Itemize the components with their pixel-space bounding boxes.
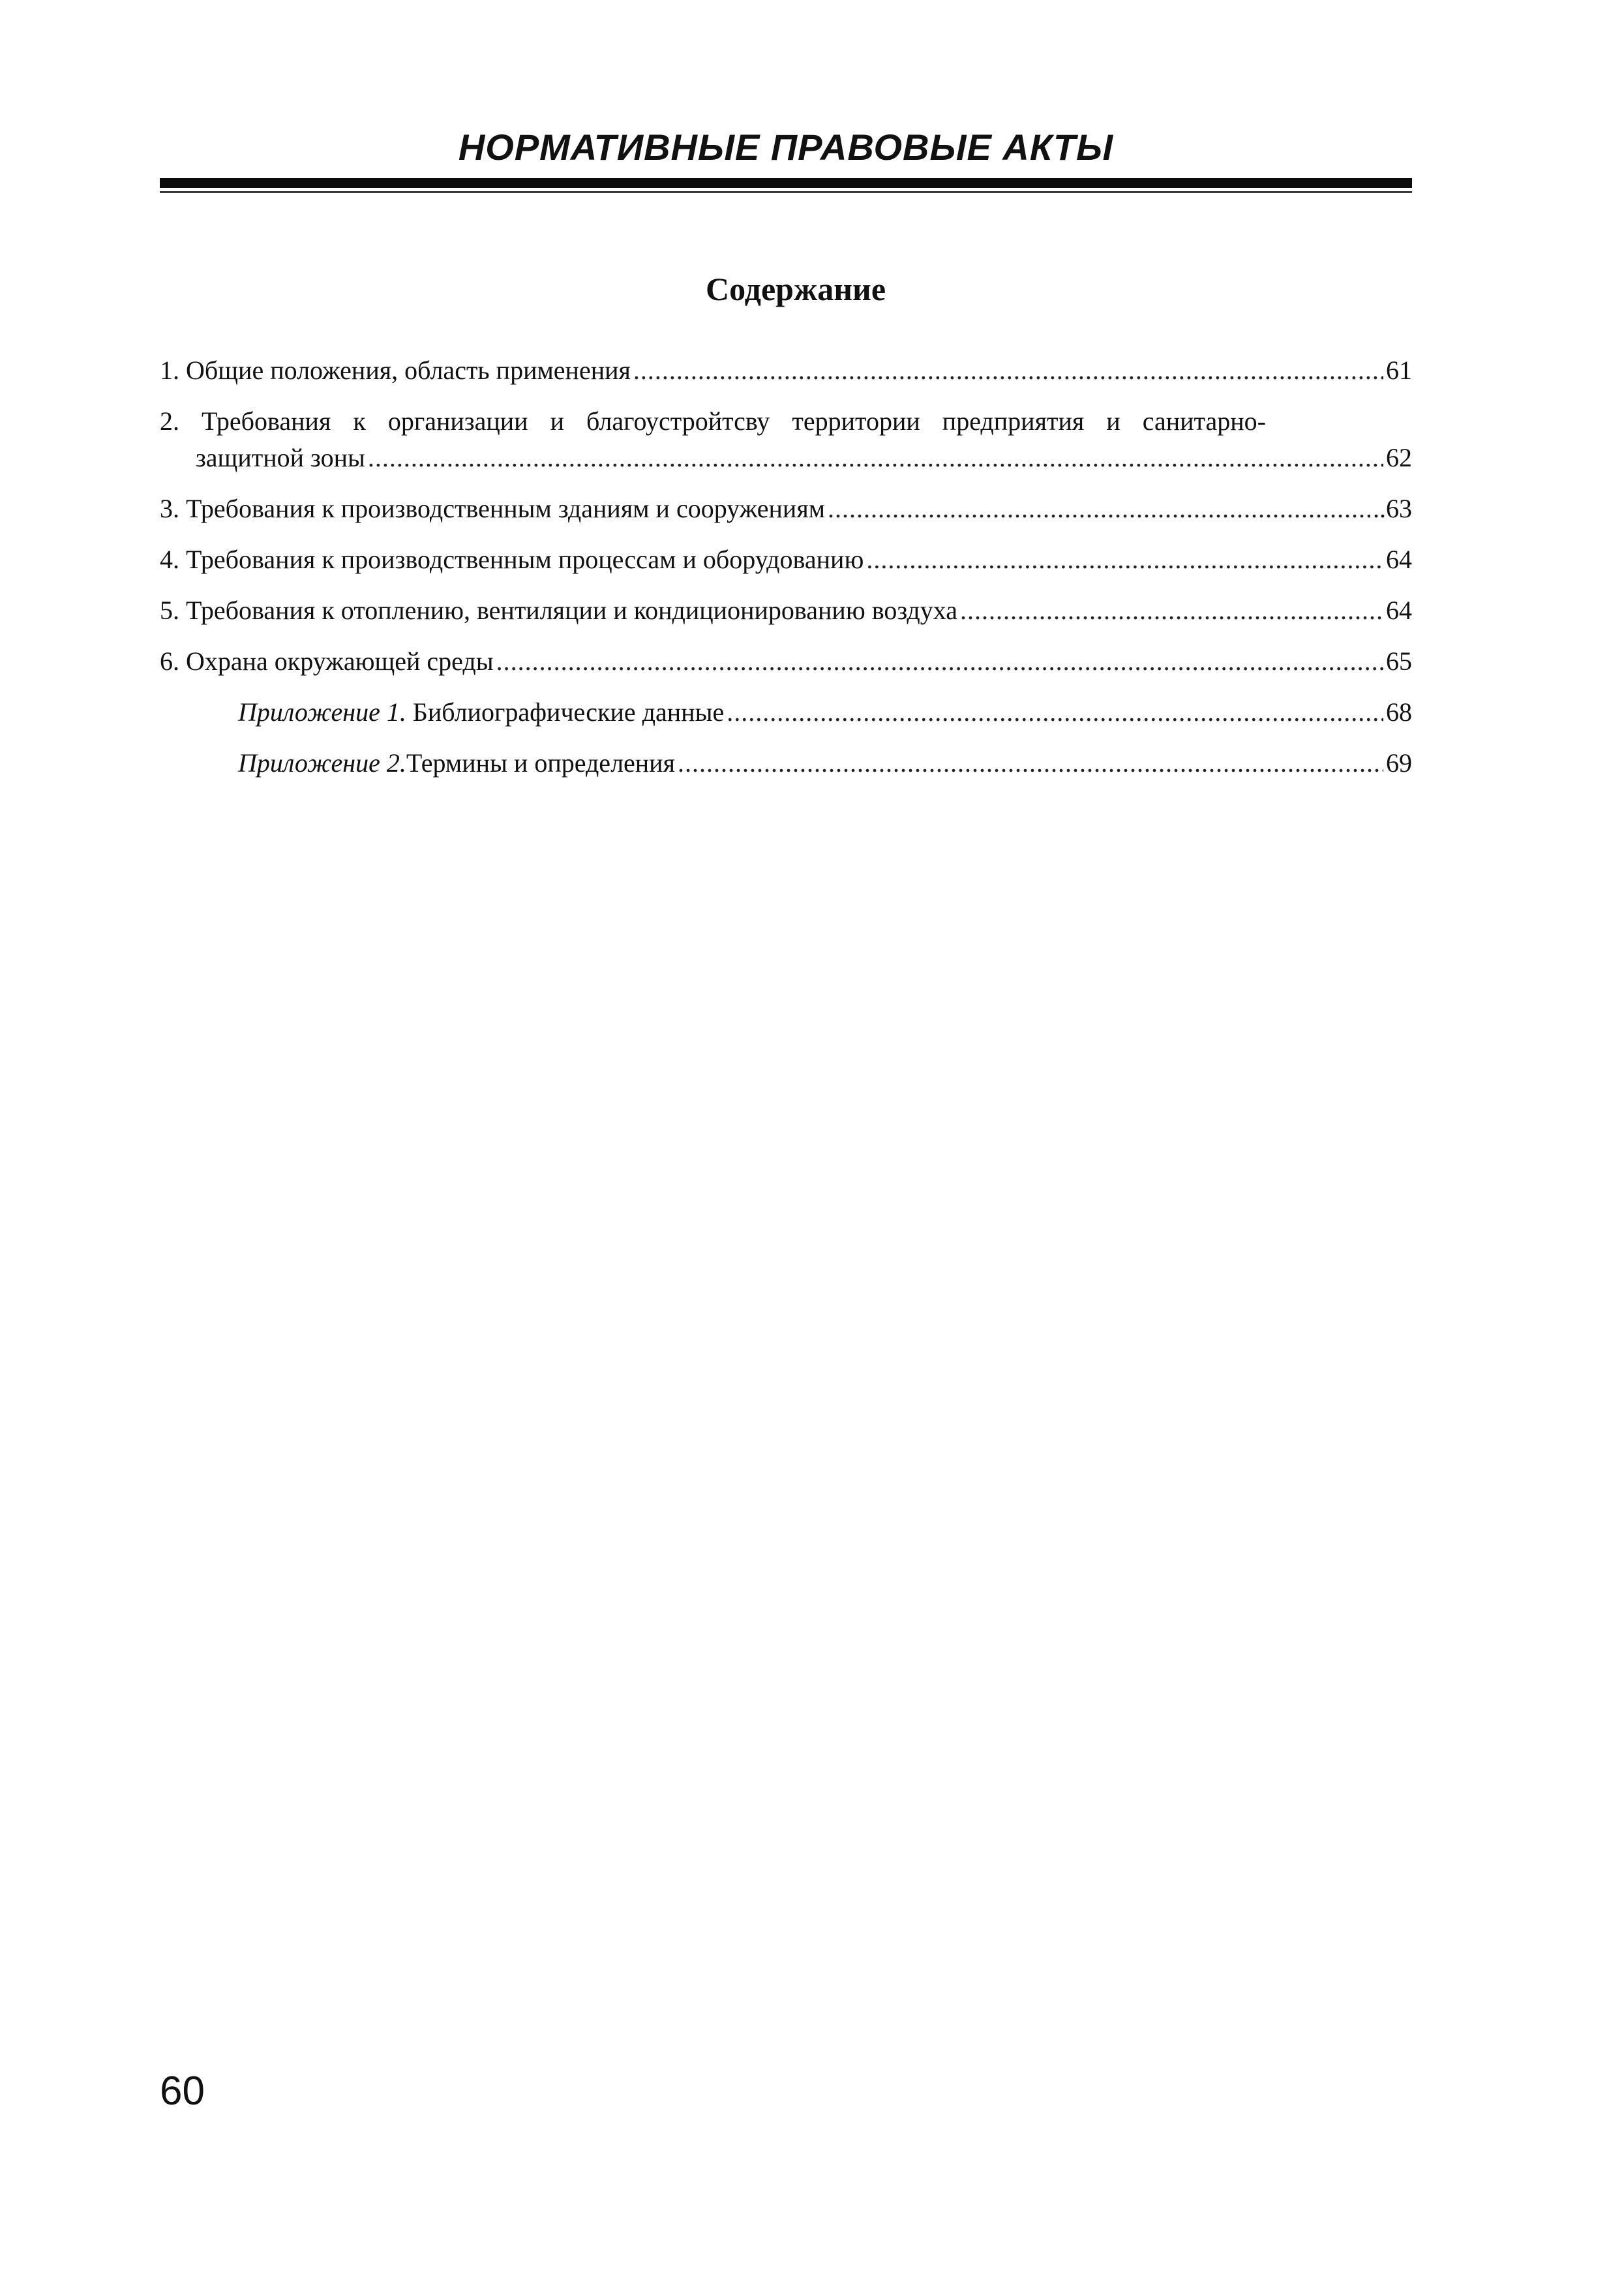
toc-word: благоустройтсву	[586, 406, 770, 436]
toc-entry-page: 68	[1386, 697, 1412, 727]
toc-leader-dots	[960, 592, 1383, 629]
toc-entry	[160, 643, 1412, 680]
toc-entry-page: 69	[1386, 748, 1412, 778]
page-number: 60	[160, 2069, 205, 2114]
toc-appendix-entry	[160, 745, 1412, 782]
toc-entry-label-line2	[160, 440, 1412, 476]
appendix-title: Библиографические данные	[406, 697, 725, 727]
toc-entry-label: 3. Требования к производственным зданиям и сооружениям	[160, 494, 826, 523]
toc-entry	[160, 541, 1412, 578]
toc-word: 2.	[160, 406, 179, 436]
toc-entry-page: ..63	[1373, 494, 1412, 523]
toc-word: к	[353, 406, 366, 436]
toc-word: Требования	[202, 406, 331, 436]
toc-word: предприятия	[942, 406, 1085, 436]
toc-word: организации	[387, 406, 528, 436]
toc-entry-label: 5. Требования к отоплению, вентиляции и кондиционированию воздуха	[160, 596, 957, 625]
toc-entry	[160, 592, 1412, 629]
toc-leader-dots	[496, 643, 1383, 680]
toc-entry	[160, 352, 1412, 389]
toc-leader-dots	[727, 694, 1383, 731]
toc-entry-label-line1	[160, 403, 1412, 440]
appendix-title: Термины и определения	[406, 748, 675, 778]
toc-leader-dots	[368, 440, 1383, 476]
toc-word: и	[550, 406, 564, 436]
toc-leader-dots	[866, 541, 1383, 578]
toc-entry-label: 1. Общие положения, область применения	[160, 356, 631, 385]
toc-appendix-entry	[160, 694, 1412, 731]
header-rule-thick	[160, 178, 1412, 188]
toc-entry-page: 64	[1386, 545, 1412, 574]
toc-word: и	[1106, 406, 1120, 436]
toc-entry-label	[238, 745, 675, 782]
toc-word: территории	[792, 406, 920, 436]
toc-entry	[160, 403, 1412, 476]
toc-entry-page: 62	[1386, 443, 1412, 472]
contents-title: Содержание	[705, 271, 886, 307]
table-of-contents	[160, 352, 1412, 796]
toc-entry-label: 6. Охрана окружающей среды	[160, 646, 494, 676]
toc-entry-label: 4. Требования к производственным процессам и оборудованию	[160, 545, 864, 574]
toc-leader-dots	[828, 491, 1370, 527]
toc-entry	[160, 491, 1412, 527]
toc-entry-label	[238, 694, 724, 731]
header-rule-thin	[160, 191, 1412, 193]
toc-leader-dots	[678, 745, 1383, 782]
appendix-prefix: Приложение 1.	[238, 697, 406, 727]
toc-entry-page: 61	[1386, 356, 1412, 385]
toc-line-spacer	[1288, 403, 1412, 440]
toc-entry-label: защитной зоны	[196, 443, 365, 472]
toc-leader-dots	[633, 352, 1383, 389]
toc-entry-page: 64	[1386, 596, 1412, 625]
appendix-prefix: Приложение 2.	[238, 748, 406, 778]
running-header: НОРМАТИВНЫЕ ПРАВОВЫЕ АКТЫ	[458, 127, 1114, 168]
toc-word: санитарно-	[1142, 406, 1266, 436]
toc-entry-page: 65	[1386, 646, 1412, 676]
